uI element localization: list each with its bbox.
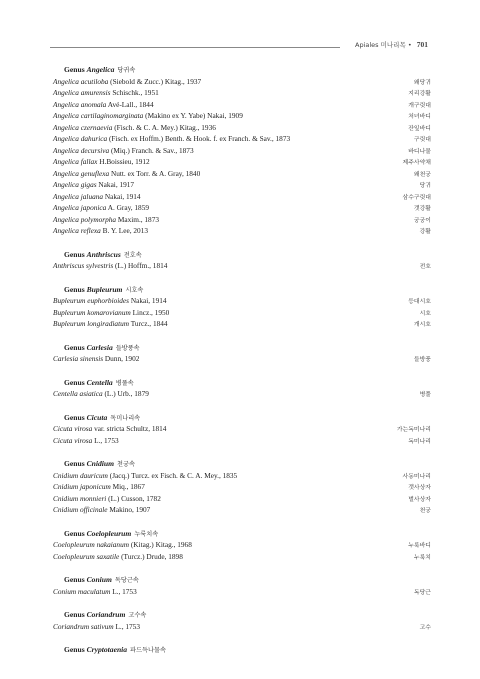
scientific-name: Angelica anomala: [53, 99, 107, 109]
scientific-name: Angelica cartilaginomarginata: [53, 111, 144, 120]
author-citation: H.Boissieu, 1912: [99, 157, 150, 166]
author-citation: Schischk., 1951: [112, 88, 159, 97]
genus-name: Conium: [86, 575, 112, 584]
korean-name: 독당근: [413, 589, 431, 596]
genus-name: Carlesia: [86, 342, 113, 352]
species-entry: [53, 318, 431, 330]
korean-name: 잔잎바디: [408, 125, 431, 132]
genus-korean-name: 전호속: [123, 251, 142, 259]
author-citation: L., 1753: [94, 435, 119, 445]
genus-heading: [64, 342, 431, 354]
species-entry: [53, 295, 431, 307]
species-citation: [53, 470, 237, 482]
species-entry: [53, 470, 431, 482]
species-citation: [53, 435, 119, 447]
author-citation: B. Y. Lee, 2013: [102, 226, 148, 235]
scientific-name: Anthriscus sylvestris: [53, 261, 114, 270]
genus-prefix: Genus: [64, 284, 87, 294]
author-citation: (Siebold & Zucc.) Kitag., 1937: [110, 76, 202, 86]
korean-name: 등대시호: [408, 299, 431, 305]
genus-name: Bupleurum: [86, 284, 123, 294]
species-entry: [53, 191, 431, 203]
genus-prefix: Genus: [64, 645, 87, 654]
scientific-name: Angelica fallax: [53, 157, 98, 166]
scientific-name: Angelica genuflexa: [53, 168, 110, 178]
species-citation: [53, 260, 167, 272]
species-entry: [53, 539, 431, 551]
genus-heading: [64, 574, 431, 586]
species-entry: [53, 145, 431, 157]
species-citation: [53, 539, 192, 551]
species-entry: [53, 493, 431, 505]
species-citation: [53, 295, 167, 307]
korean-name: 지리강활: [408, 91, 431, 97]
species-citation: [53, 76, 201, 88]
genus-prefix: Genus: [64, 65, 87, 74]
species-citation: [53, 423, 166, 435]
korean-name: 바디나물: [408, 148, 431, 155]
genus-heading: [64, 284, 431, 296]
genus-korean-name: 당귀속: [117, 67, 136, 74]
species-entry: [53, 156, 431, 168]
species-citation: [53, 87, 159, 99]
author-citation: L., 1753: [115, 621, 140, 631]
scientific-name: Coriandrum sativum: [53, 621, 114, 631]
genus-prefix: Genus: [64, 412, 87, 422]
scientific-name: Angelica amurensis: [53, 88, 111, 97]
genus-name: Coriandrum: [86, 610, 126, 619]
species-citation: [53, 122, 216, 134]
genus-korean-name: 들방풍속: [115, 344, 140, 352]
korean-name: 갯강활: [413, 206, 431, 212]
scientific-name: Angelica gigas: [53, 180, 97, 189]
species-citation: [53, 493, 161, 505]
korean-name: 독미나리: [408, 438, 431, 445]
genus-name: Anthriscus: [86, 249, 121, 259]
korean-name: 구릿대: [413, 137, 431, 143]
genus-prefix: Genus: [64, 377, 87, 387]
species-entry: [53, 87, 431, 99]
scientific-name: Cnidium officinale: [53, 505, 108, 514]
genus-name: Coelopleurum: [86, 528, 132, 538]
species-citation: [53, 156, 150, 168]
scientific-name: Angelica reflexa: [53, 226, 101, 235]
author-citation: A. Gray, 1859: [107, 203, 149, 212]
species-entry: [53, 225, 431, 237]
genus-prefix: Genus: [64, 249, 87, 259]
species-citation: [53, 621, 140, 633]
section-title: Apiales 미나리목: [355, 41, 406, 49]
author-citation: L., 1753: [112, 586, 137, 596]
species-citation: [53, 307, 169, 319]
species-citation: [53, 225, 148, 237]
species-entry: [53, 99, 431, 111]
scientific-name: Angelica dahurica: [53, 134, 108, 143]
species-entry: [53, 551, 431, 563]
author-citation: (L.) Hoffm., 1814: [115, 261, 168, 270]
author-citation: (Fisch. ex Hoffm.) Benth. & Hook. f. ex Franch. & Sav., 1873: [108, 134, 291, 143]
korean-name: 가는독미나리: [396, 427, 431, 433]
author-citation: (Miq.) Franch. & Sav., 1873: [110, 145, 194, 155]
species-citation: [53, 586, 137, 598]
author-citation: Maxim., 1873: [117, 214, 160, 224]
korean-name: 천궁: [419, 508, 431, 514]
genus-heading: [64, 249, 431, 261]
scientific-name: Cnidium monnieri: [53, 493, 107, 503]
scientific-name: Cnidium dauricum: [53, 470, 108, 480]
species-entry: [53, 353, 431, 365]
species-entry: [53, 133, 431, 145]
species-entry: [53, 260, 431, 272]
scientific-name: Centella asiatica: [53, 389, 103, 398]
scientific-name: Angelica jaluana: [53, 191, 104, 201]
korean-name: 궁궁이: [413, 217, 431, 224]
genus-heading: [64, 528, 431, 540]
species-citation: [53, 145, 194, 157]
scientific-name: Angelica japonica: [53, 203, 107, 212]
species-citation: [53, 191, 141, 203]
genus-korean-name: 누룩치속: [134, 530, 159, 538]
species-entry: [53, 202, 431, 214]
scientific-name: Angelica czernaevia: [53, 122, 113, 132]
genus-korean-name: 천궁속: [117, 461, 135, 468]
scientific-name: Cicuta virosa: [53, 435, 93, 445]
species-entry: [53, 504, 431, 516]
korean-name: 당귀: [419, 183, 431, 189]
species-entry: [53, 122, 431, 134]
korean-name: 전호: [419, 264, 431, 270]
species-citation: [53, 481, 145, 493]
author-citation: Lincz., 1950: [132, 307, 170, 317]
korean-name: 들방풍: [413, 357, 431, 363]
species-citation: [53, 551, 183, 563]
korean-name: 갯사상자: [408, 485, 431, 491]
species-citation: [53, 168, 200, 180]
korean-name: 고수: [419, 624, 431, 631]
species-citation: [53, 353, 139, 365]
author-citation: Avé-Lall., 1844: [107, 99, 154, 109]
korean-name: 병풀: [419, 392, 431, 398]
korean-name: 삼수구릿대: [402, 194, 431, 201]
species-citation: [53, 99, 154, 111]
species-citation: [53, 110, 243, 122]
author-citation: Nutt. ex Torr. & A. Gray, 1840: [110, 168, 201, 178]
genus-heading: [64, 412, 431, 424]
species-citation: [53, 202, 149, 214]
scientific-name: Angelica polymorpha: [53, 214, 117, 224]
korean-name: 개구릿대: [408, 102, 431, 109]
scientific-name: Angelica decursiva: [53, 145, 110, 155]
scientific-name: Cicuta virosa: [53, 424, 93, 433]
scientific-name: Bupleurum komarovianum: [53, 307, 131, 317]
author-citation: (L.) Cusson, 1782: [108, 493, 161, 503]
scientific-name: Carlesia sinensis: [53, 354, 104, 363]
genus-heading: [64, 377, 431, 389]
korean-name: 개시호: [413, 322, 431, 328]
genus-korean-name: 독미나리속: [110, 414, 141, 422]
genus-korean-name: 병풀속: [115, 379, 134, 387]
genus-prefix: Genus: [64, 459, 87, 468]
genus-name: Cicuta: [86, 412, 108, 422]
scientific-name: Conium maculatum: [53, 586, 111, 596]
scientific-name: Coelopleurum nakaianum: [53, 540, 130, 549]
korean-name: 왜당귀: [413, 79, 431, 86]
scientific-name: Bupleurum longiradiatum: [53, 319, 130, 328]
genus-name: Cnidium: [86, 459, 115, 468]
species-citation: [53, 388, 149, 400]
scientific-name: Cnidium japonicum: [53, 482, 111, 491]
species-entry: [53, 307, 431, 319]
species-entry: [53, 481, 431, 493]
species-citation: [53, 504, 150, 516]
korean-name: 제주사약채: [402, 160, 431, 166]
genus-name: Cryptotaenia: [86, 645, 128, 654]
species-entry: [53, 423, 431, 435]
running-header: [355, 40, 428, 49]
genus-korean-name: 고수속: [128, 612, 147, 619]
species-entry: [53, 435, 431, 447]
author-citation: Dunn, 1902: [104, 354, 140, 363]
genus-name: Centella: [86, 377, 113, 387]
korean-name: 누룩치: [413, 554, 431, 561]
genus-prefix: Genus: [64, 575, 87, 584]
header-rule: [50, 47, 340, 48]
korean-name: 사동미나리: [402, 473, 431, 480]
genus-heading: [64, 609, 431, 621]
species-entry: [53, 110, 431, 122]
genus-name: Angelica: [86, 65, 115, 74]
species-list: [53, 64, 431, 656]
korean-name: 누룩바디: [408, 543, 431, 549]
author-citation: Makino, 1907: [109, 505, 151, 514]
author-citation: (Makino ex Y. Yabe) Nakai, 1909: [145, 111, 243, 120]
author-citation: Turcz., 1844: [130, 319, 168, 328]
scientific-name: Bupleurum euphorbioides: [53, 296, 130, 305]
author-citation: (Turcz.) Drude, 1898: [121, 551, 183, 561]
genus-korean-name: 파드득나물속: [130, 647, 166, 654]
genus-heading: [64, 458, 431, 470]
species-entry: [53, 214, 431, 226]
genus-korean-name: 시호속: [125, 286, 144, 294]
genus-prefix: Genus: [64, 342, 87, 352]
author-citation: Nakai, 1914: [104, 191, 141, 201]
species-citation: [53, 133, 290, 145]
author-citation: var. stricta Schultz, 1814: [94, 424, 167, 433]
header-separator: •: [407, 41, 412, 49]
author-citation: Miq., 1867: [112, 482, 145, 491]
species-citation: [53, 318, 168, 330]
scientific-name: Coelopleurum saxatile: [53, 551, 120, 561]
genus-heading: [64, 644, 431, 656]
author-citation: (Jacq.) Turcz. ex Fisch. & C. A. Mey., 1835: [109, 470, 238, 480]
korean-name: 처녀바디: [408, 114, 431, 120]
genus-prefix: Genus: [64, 610, 87, 619]
species-entry: [53, 621, 431, 633]
species-entry: [53, 388, 431, 400]
korean-name: 시호: [419, 310, 431, 317]
author-citation: Nakai, 1914: [130, 296, 167, 305]
species-entry: [53, 179, 431, 191]
species-entry: [53, 586, 431, 598]
korean-name: 벌사상자: [408, 496, 431, 503]
page-number: 701: [416, 40, 428, 49]
species-citation: [53, 179, 134, 191]
author-citation: (Kitag.) Kitag., 1968: [130, 540, 192, 549]
author-citation: (Fisch. & C. A. Mey.) Kitag., 1936: [114, 122, 216, 132]
genus-korean-name: 독당근속: [114, 577, 139, 584]
genus-prefix: Genus: [64, 528, 87, 538]
korean-name: 강활: [419, 229, 431, 235]
scientific-name: Angelica acutiloba: [53, 76, 109, 86]
korean-name: 왜천궁: [413, 171, 431, 178]
species-entry: [53, 168, 431, 180]
species-entry: [53, 76, 431, 88]
genus-heading: [64, 64, 431, 76]
species-citation: [53, 214, 159, 226]
author-citation: (L.) Urb., 1879: [104, 389, 149, 398]
author-citation: Nakai, 1917: [98, 180, 135, 189]
